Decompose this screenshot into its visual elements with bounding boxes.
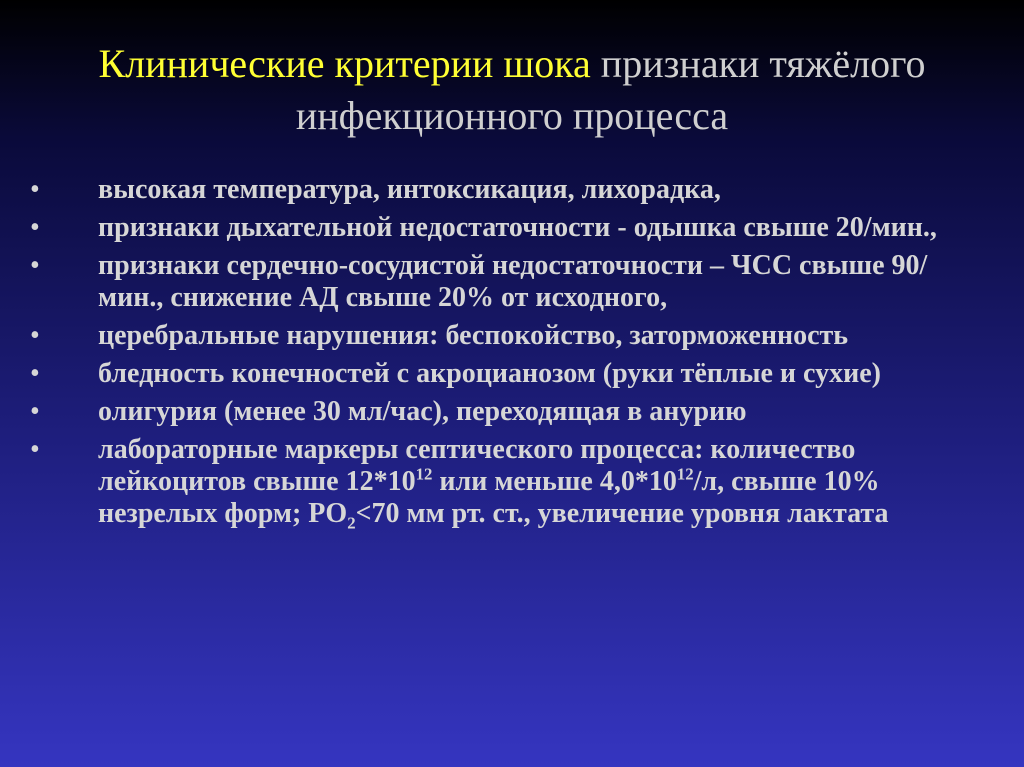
list-item: [30, 396, 990, 428]
list-item: [30, 174, 990, 206]
list-item: [30, 358, 990, 390]
item-text: олигурия (менее 30 мл/час), переходящая в анурию: [98, 396, 747, 427]
item-text: признаки сердечно-сосудистой недостаточности – ЧСС свыше 90/мин., снижение АД свыше 20% от исходного,: [98, 250, 928, 313]
bullet-icon: •: [30, 212, 40, 243]
item-text: бледность конечностей с акроцианозом (руки тёплые и сухие): [98, 358, 881, 389]
lab-text-part1: лабораторные маркеры септического процесса: количество лейкоцитов свыше 12*10: [98, 434, 856, 497]
bullet-icon: •: [30, 250, 40, 281]
bullet-icon: •: [30, 320, 40, 351]
title-rest: признаки тяжёлого: [590, 41, 926, 86]
lab-superscript-2: 12: [676, 464, 694, 484]
item-text: церебральные нарушения: беспокойство, заторможенность: [98, 320, 849, 351]
lab-text-part2: или меньше 4,0*10: [432, 466, 677, 497]
lab-superscript-1: 12: [415, 464, 433, 484]
title-line2: инфекционного процесса: [295, 93, 729, 138]
list-item: [30, 320, 990, 352]
slide-title: [0, 38, 1024, 142]
item-text: высокая температура, интоксикация, лихорадка,: [98, 174, 721, 205]
lab-text-part3: /л, свыше 10% незрелых форм; PO: [98, 466, 880, 529]
list-item: [30, 250, 990, 314]
lab-text-part4: <70 мм рт. ст., увеличение уровня лактата: [355, 498, 889, 529]
title-accent: Клинические критерии шока: [98, 41, 591, 86]
criteria-list: [30, 174, 990, 536]
list-item-lab-markers: [30, 434, 990, 533]
list-item: [30, 212, 990, 244]
bullet-icon: •: [30, 358, 40, 389]
item-text: признаки дыхательной недостаточности - одышка свыше 20/мин.,: [98, 212, 937, 243]
bullet-icon: •: [30, 174, 40, 205]
bullet-icon: •: [30, 396, 40, 427]
bullet-icon: •: [30, 434, 40, 465]
lab-subscript-1: 2: [347, 513, 356, 533]
